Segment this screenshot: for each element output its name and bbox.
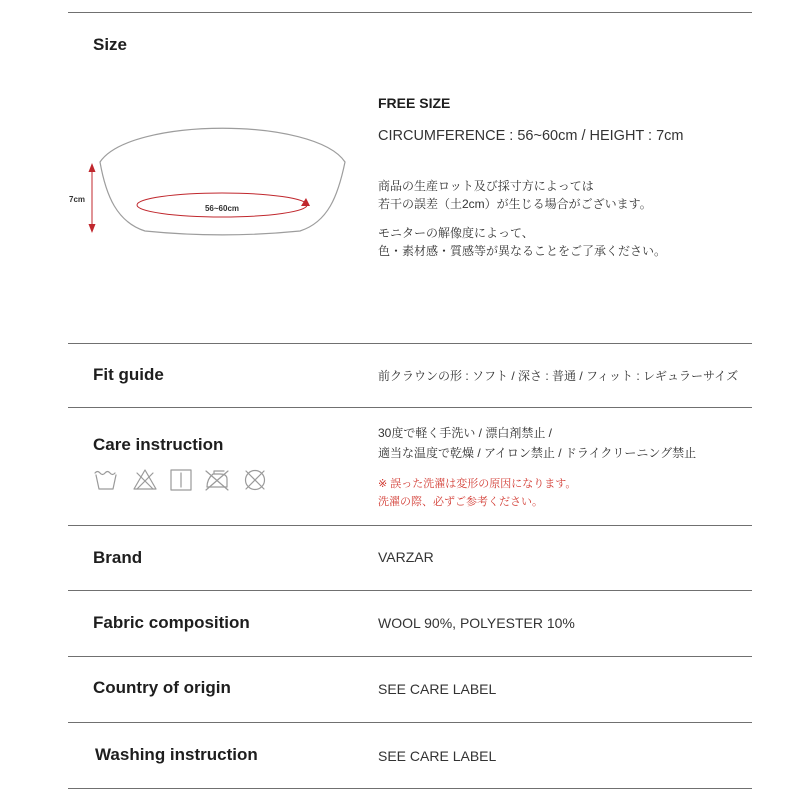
size-label: Size [93, 35, 128, 54]
brand-label: Brand [93, 548, 143, 567]
fit-guide-label: Fit guide [93, 365, 164, 384]
care-line: 30度で軽く手洗い / 漂白剤禁止 / [378, 426, 553, 440]
circumference-label: 56~60cm [204, 204, 240, 213]
country-of-origin-label: Country of origin [93, 678, 231, 697]
fabric-composition-label: Fabric composition [93, 613, 250, 632]
care-instruction-text [378, 423, 696, 463]
size-note-line: 色・素材感・質感等が異なることをご了承ください。 [378, 244, 667, 258]
care-warning-line: ※ 誤った洗濯は変形の原因になります。 [378, 478, 577, 490]
size-note-line: モニターの解像度によって、 [378, 226, 534, 240]
brand-value: VARZAR [378, 549, 434, 565]
size-measurements: CIRCUMFERENCE : 56~60cm / HEIGHT : 7cm [378, 128, 684, 144]
divider [68, 407, 752, 408]
no-dry-clean-icon [243, 468, 267, 492]
divider [68, 343, 752, 344]
divider [68, 722, 752, 723]
divider [68, 525, 752, 526]
hat-outline [100, 128, 345, 235]
height-arrowhead-bottom [89, 224, 96, 233]
height-arrowhead-top [89, 163, 96, 172]
care-warning-line: 洗濯の際、必ずご参考ください。 [378, 496, 543, 508]
care-line: 適当な温度で乾燥 / アイロン禁止 / ドライクリーニング禁止 [378, 446, 697, 460]
hand-wash-icon [94, 468, 118, 492]
size-title: FREE SIZE [378, 95, 451, 111]
washing-instruction-label: Washing instruction [95, 745, 258, 764]
no-bleach-icon [133, 468, 157, 492]
hat-size-diagram [0, 0, 400, 260]
fit-guide-value: 前クラウンの形 : ソフト / 深さ : 普通 / フィット : レギュラーサイズ [378, 369, 739, 383]
country-of-origin-value: SEE CARE LABEL [378, 681, 497, 697]
line-dry-icon [169, 468, 193, 492]
care-warning [378, 475, 576, 511]
divider [68, 788, 752, 789]
height-label: 7cm [69, 195, 86, 204]
washing-instruction-value: SEE CARE LABEL [378, 748, 497, 764]
size-note-monitor [378, 224, 666, 260]
no-iron-icon [205, 468, 229, 492]
size-note-line: 商品の生産ロット及び採寸方によっては [378, 179, 594, 193]
size-note-production [378, 177, 652, 213]
divider [68, 656, 752, 657]
divider [68, 590, 752, 591]
size-note-line: 若干の誤差（土2cm）が生じる場合がございます。 [378, 197, 652, 211]
fabric-composition-value: WOOL 90%, POLYESTER 10% [378, 615, 575, 631]
care-instruction-label: Care instruction [93, 435, 224, 454]
